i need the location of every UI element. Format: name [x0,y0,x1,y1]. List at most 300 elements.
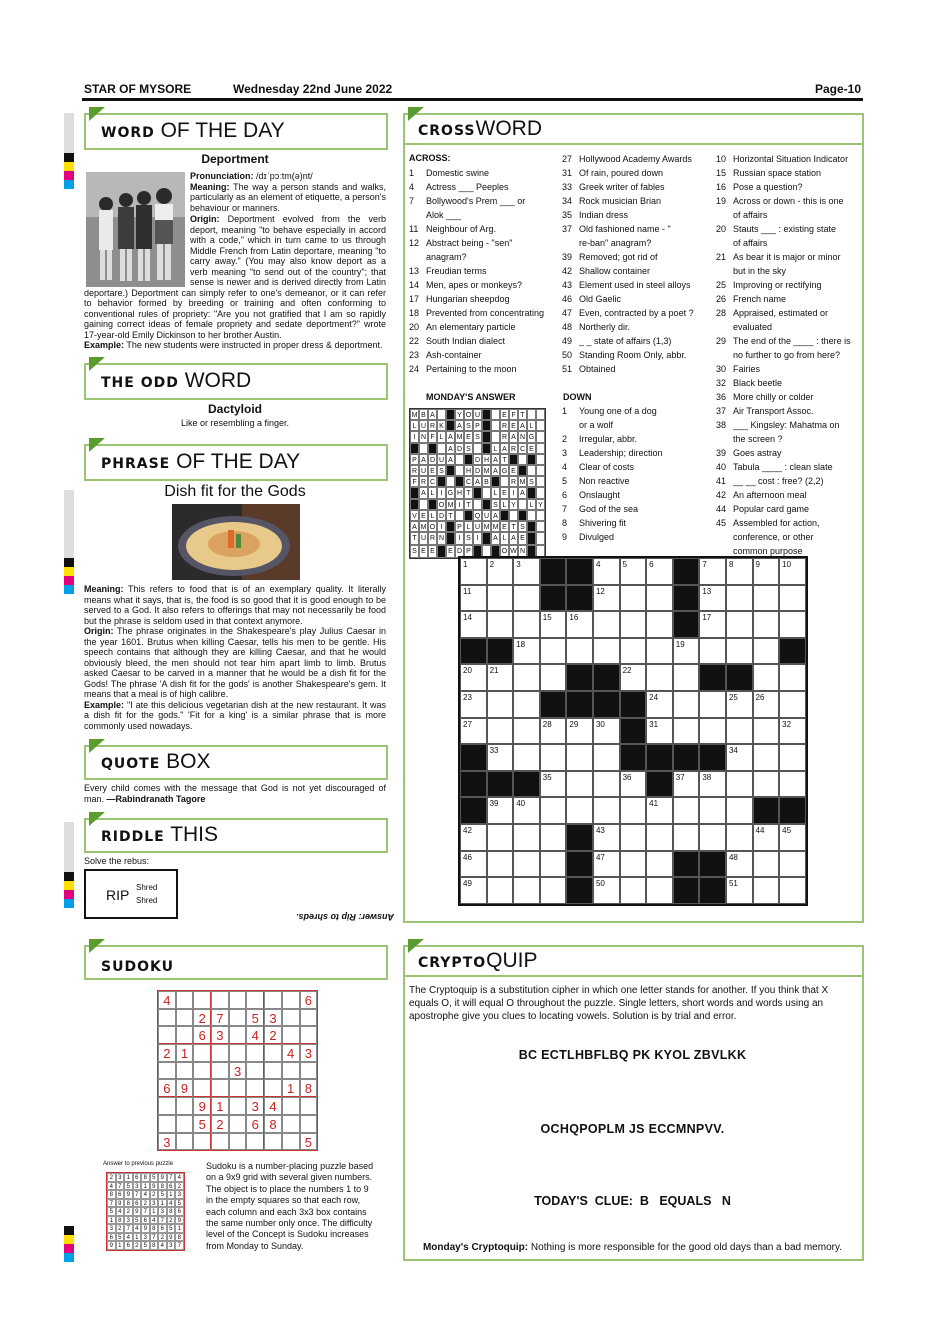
sudoku-cell[interactable] [246,1044,264,1062]
crossword-cell[interactable] [593,744,620,771]
crossword-cell[interactable] [513,611,540,638]
crossword-cell[interactable] [726,585,753,612]
crossword-cell[interactable]: 47 [593,851,620,878]
crossword-cell[interactable] [540,851,567,878]
crossword-cell[interactable] [487,851,514,878]
crossword-cell[interactable]: 25 [726,691,753,718]
crossword-cell[interactable] [673,797,700,824]
sudoku-cell[interactable] [229,1115,247,1133]
answer-cell: U [473,409,482,420]
answer-cell: E [500,409,509,420]
crossword-cell[interactable]: 35 [540,771,567,798]
answer-cell: T [464,499,473,510]
crossword-cell[interactable] [779,611,806,638]
crossword-cell[interactable]: 30 [593,718,620,745]
crossword-cell[interactable]: 10 [779,558,806,585]
crossword-cell[interactable]: 8 [726,558,753,585]
clue-text: Russian space station [733,168,822,178]
sudoku-cell[interactable] [264,991,282,1009]
crossword-cell[interactable] [753,771,780,798]
answer-cell: N [437,532,446,545]
crossword-cell[interactable] [487,611,514,638]
previous-answer-label: Answer to previous puzzle [103,1161,174,1167]
sudoku-cell[interactable] [158,1062,176,1080]
sudoku-cell[interactable]: 5 [246,1009,264,1027]
clue-text: Prevented from concentrating [426,308,545,318]
sudoku-cell[interactable] [158,1009,176,1027]
answer-cell: T [518,409,527,420]
crossword-cell[interactable]: 7 [699,558,726,585]
sudoku-cell[interactable] [158,1097,176,1115]
sudoku-cell[interactable] [264,1079,282,1097]
crossword-cell[interactable]: 17 [699,611,726,638]
sudoku-cell[interactable] [211,1079,229,1097]
crossword-cell[interactable] [753,718,780,745]
crossword-cell[interactable]: 14 [460,611,487,638]
riddle-header [84,818,388,853]
crossword-cell[interactable]: 13 [699,585,726,612]
answer-cell [491,409,500,420]
clue [409,306,544,320]
sudoku-cell[interactable]: 6 [158,1079,176,1097]
sudoku-cell[interactable]: 8 [300,1079,318,1097]
crossword-cell[interactable] [699,718,726,745]
crossword-cell[interactable] [620,638,647,665]
crossword-cell[interactable] [540,664,567,691]
crossword-cell[interactable] [540,797,567,824]
clue-text: Standing Room Only, abbr. [579,350,687,360]
answer-cell: A [491,510,500,521]
sudoku-cell[interactable]: 4 [282,1044,300,1062]
crossword-cell[interactable]: 12 [593,585,620,612]
crossword-cell[interactable] [726,718,753,745]
crossword-cell[interactable] [753,744,780,771]
crossword-block [540,558,567,585]
crossword-cell[interactable] [646,824,673,851]
sudoku-cell[interactable] [264,1062,282,1080]
crossword-cell[interactable]: 4 [593,558,620,585]
sudoku-cell[interactable]: 3 [264,1009,282,1027]
sudoku-cell[interactable]: 3 [246,1097,264,1115]
sudoku-cell[interactable] [229,1009,247,1027]
sudoku-cell[interactable] [229,1044,247,1062]
sudoku-cell[interactable]: 6 [300,991,318,1009]
sudoku-cell[interactable] [246,1062,264,1080]
phrase-text-block [84,584,386,731]
crossword-cell[interactable] [673,664,700,691]
crossword-cell[interactable] [646,877,673,904]
sudoku-cell[interactable]: 9 [176,1079,194,1097]
sudoku-cell[interactable] [176,1097,194,1115]
crossword-cell[interactable] [779,691,806,718]
clue-text: Onslaught [579,490,621,500]
crossword-cell[interactable] [540,824,567,851]
crossword-cell[interactable]: 48 [726,851,753,878]
crossword-cell[interactable]: 49 [460,877,487,904]
crossword-cell[interactable] [593,638,620,665]
sudoku-cell[interactable] [176,991,194,1009]
crossword-cell[interactable] [513,824,540,851]
crossword-cell[interactable] [540,744,567,771]
crossword-cell[interactable] [487,585,514,612]
crossword-cell[interactable]: 36 [620,771,647,798]
sudoku-cell[interactable] [229,1097,247,1115]
answer-cell: 9 [158,1173,167,1182]
sudoku-cell[interactable] [211,1133,229,1151]
example-text: "I ate this delicious vegetarian dish at the new restaurant. It was a dish fit for the gods." 'Fit for a king' is a similar phrase that is more commonly used nowadays. [84,699,386,731]
header-rule [82,98,863,101]
crossword-cell[interactable]: 29 [566,718,593,745]
crossword-cell[interactable]: 51 [726,877,753,904]
clue-text: God of the sea [579,504,639,514]
crossword-cell[interactable] [566,638,593,665]
answer-cell: L [464,521,473,532]
crossword-cell[interactable] [726,638,753,665]
crossword-cell[interactable] [779,664,806,691]
clue-number: 28 [716,308,727,318]
crossword-cell[interactable] [646,638,673,665]
crossword-cell[interactable] [646,851,673,878]
crossword-cell[interactable]: 16 [566,611,593,638]
answer-cell: 2 [167,1216,176,1225]
crossword-cell[interactable] [753,638,780,665]
clue [409,348,544,362]
clue [562,250,694,264]
sudoku-cell[interactable] [229,991,247,1009]
sudoku-cell[interactable] [193,1062,211,1080]
clue [716,474,851,488]
crossword-cell[interactable] [779,851,806,878]
crossword-cell[interactable] [726,611,753,638]
crossword-cell[interactable]: 18 [513,638,540,665]
answer-cell: R [509,443,518,454]
sudoku-cell[interactable] [176,1062,194,1080]
sudoku-cell[interactable] [211,991,229,1009]
crossword-cell[interactable] [513,691,540,718]
paper-name: STAR OF MYSORE [84,82,192,96]
clue [409,334,544,348]
clue-number: 14 [409,280,420,290]
crossword-cell[interactable] [673,691,700,718]
crossword-cell[interactable] [513,664,540,691]
crossword-cell[interactable] [513,851,540,878]
crossword-cell[interactable]: 11 [460,585,487,612]
answer-cell: 6 [116,1190,125,1199]
clue [716,278,851,292]
crossword-cell[interactable] [566,771,593,798]
color-marks [64,558,74,594]
crossword-cell[interactable]: 3 [513,558,540,585]
crossword-cell[interactable] [779,585,806,612]
crossword-block [593,664,620,691]
clue-text: Old Gaelic [579,294,622,304]
crossword-cell[interactable]: 39 [487,797,514,824]
clue [716,292,851,306]
answer-cell: A [473,476,482,487]
crossword-cell[interactable]: 19 [673,638,700,665]
crossword-cell[interactable] [699,691,726,718]
crossword-cell[interactable] [779,877,806,904]
crossword-cell[interactable]: 26 [753,691,780,718]
crossword-cell[interactable] [487,877,514,904]
sudoku-cell[interactable]: 5 [193,1115,211,1133]
cryptoquip-intro: The Cryptoquip is a substitution cipher in which one letter stands for another. If you think that X equals O, it will equal O throughout the puzzle. Single letters, short words and words using an apostrophe give you clues to locating vowels. Solution is by trial and error. [409,985,829,1022]
crossword-cell[interactable] [753,611,780,638]
crossword-cell[interactable] [487,718,514,745]
crossword-cell[interactable] [593,797,620,824]
sudoku-cell[interactable] [300,1009,318,1027]
sudoku-cell[interactable] [282,1133,300,1151]
clue-text: Indian dress [579,210,629,220]
answer-cell [455,454,464,465]
sudoku-cell[interactable]: 3 [158,1133,176,1151]
sudoku-cell[interactable]: 6 [193,1026,211,1044]
crossword-cell[interactable] [620,877,647,904]
clue-text: Neighbour of Arg. [426,224,497,234]
sudoku-cell[interactable]: 4 [264,1097,282,1115]
crossword-cell[interactable] [487,691,514,718]
crossword-cell[interactable]: 41 [646,797,673,824]
crossword-block [673,877,700,904]
crossword-cell[interactable] [540,877,567,904]
crossword-cell[interactable] [673,718,700,745]
sudoku-cell[interactable] [282,1097,300,1115]
answer-cell: 8 [150,1224,159,1233]
sudoku-cell[interactable] [300,1062,318,1080]
crossword-cell[interactable] [646,664,673,691]
answer-cell: C [518,443,527,454]
answer-cell: A [491,465,500,476]
answer-cell: 3 [124,1216,133,1225]
sudoku-cell[interactable] [246,1079,264,1097]
answer-cell: E [464,431,473,442]
sudoku-cell[interactable]: 7 [211,1009,229,1027]
sudoku-cell[interactable] [264,1133,282,1151]
sudoku-cell[interactable]: 2 [211,1115,229,1133]
sudoku-cell[interactable]: 9 [193,1097,211,1115]
answer-cell: 1 [167,1190,176,1199]
sudoku-cell[interactable]: 1 [282,1079,300,1097]
crossword-cell[interactable] [699,638,726,665]
crossword-cell[interactable] [620,797,647,824]
sudoku-cell[interactable]: 3 [211,1026,229,1044]
sudoku-cell[interactable] [300,1097,318,1115]
crossword-cell[interactable]: 33 [487,744,514,771]
crossword-cell[interactable] [513,877,540,904]
sudoku-cell[interactable] [282,1026,300,1044]
sudoku-cell[interactable] [282,1115,300,1133]
crossword-cell[interactable]: 31 [646,718,673,745]
sudoku-cell[interactable]: 2 [264,1026,282,1044]
crossword-cell[interactable] [513,718,540,745]
crossword-cell[interactable]: 15 [540,611,567,638]
crossword-cell[interactable]: 24 [646,691,673,718]
crossword-cell[interactable]: 23 [460,691,487,718]
crossword-cell[interactable]: 6 [646,558,673,585]
crossword-cell[interactable] [779,771,806,798]
crossword-cell[interactable] [753,877,780,904]
answer-cell [473,499,482,510]
clue-text: Freudian terms [426,266,487,276]
clue-number: 49 [562,336,573,346]
origin-label: Origin: [84,626,114,636]
crossword-cell[interactable]: 5 [620,558,647,585]
crossword-cell[interactable]: 21 [487,664,514,691]
answer-cell: E [419,545,428,558]
sudoku-cell[interactable]: 1 [211,1097,229,1115]
crossword-cell[interactable] [646,585,673,612]
crossword-cell[interactable] [726,771,753,798]
crossword-cell[interactable]: 43 [593,824,620,851]
sudoku-cell[interactable] [176,1133,194,1151]
crossword-cell[interactable]: 1 [460,558,487,585]
sudoku-cell[interactable] [193,1133,211,1151]
crossword-cell[interactable]: 38 [699,771,726,798]
clue [562,460,663,474]
crossword-cell[interactable]: 2 [487,558,514,585]
crossword-cell[interactable] [646,611,673,638]
answer-cell: D [437,510,446,521]
clue-number: 41 [716,476,727,486]
sudoku-cell[interactable] [282,1062,300,1080]
crossword-cell[interactable] [593,771,620,798]
sudoku-cell[interactable]: 5 [300,1133,318,1151]
crossword-cell[interactable] [540,638,567,665]
sudoku-cell[interactable] [300,1115,318,1133]
crossword-cell[interactable] [487,824,514,851]
crossword-cell[interactable]: 46 [460,851,487,878]
crossword-cell[interactable] [620,585,647,612]
crossword-cell[interactable] [673,824,700,851]
sudoku-cell[interactable] [176,1115,194,1133]
crossword-cell[interactable]: 28 [540,718,567,745]
sudoku-cell[interactable] [193,991,211,1009]
answer-cell [491,431,500,442]
answer-cell [527,521,536,532]
crossword-cell[interactable]: 44 [753,824,780,851]
clue-number: 18 [409,308,420,318]
sudoku-cell[interactable] [246,1133,264,1151]
crossword-cell[interactable] [513,585,540,612]
crossword-block [699,744,726,771]
crossword-block [566,664,593,691]
sudoku-grid[interactable] [157,990,318,1151]
sudoku-cell[interactable]: 2 [193,1009,211,1027]
answer-cell [437,545,446,558]
answer-cell [464,510,473,521]
crossword-grid[interactable] [458,556,808,906]
crossword-cell[interactable] [566,744,593,771]
sudoku-cell[interactable] [229,1079,247,1097]
origin-text: The phrase originates in the Shakespeare's play Julius Caesar in the year 1601. Brutus when killing Caesar, tells his men to be gentle. His speech contains that although they are killing Caesar, and that he would obviously bleed, the men should not tear him apart limb to limb. Brutus asked Caesar to be carved in a manner that he would be a dish fit for the Gods! The phrase 'A dish fit for the gods' is another Shakespeare's gem. It means that a meal is of high calibre. [84,626,386,699]
sudoku-cell[interactable]: 8 [264,1115,282,1133]
sudoku-cell[interactable] [229,1133,247,1151]
crossword-cell[interactable] [620,851,647,878]
clue [409,320,544,334]
crossword-cell[interactable] [753,585,780,612]
crossword-cell[interactable]: 27 [460,718,487,745]
clue-text: Abstract being - "sen" [426,238,513,248]
sudoku-cell[interactable] [229,1026,247,1044]
sudoku-cell[interactable] [176,1009,194,1027]
crossword-cell[interactable]: 22 [620,664,647,691]
crossword-cell[interactable] [513,744,540,771]
answer-cell [527,487,536,498]
sudoku-cell[interactable] [176,1026,194,1044]
sudoku-cell[interactable]: 6 [246,1115,264,1133]
clue [409,208,544,222]
crossword-cell[interactable]: 32 [779,718,806,745]
sudoku-cell[interactable] [246,991,264,1009]
crossword-block [566,558,593,585]
answer-cell: 1 [116,1241,125,1250]
sudoku-cell[interactable]: 4 [158,991,176,1009]
answer-cell [482,431,491,442]
sudoku-cell[interactable]: 3 [300,1044,318,1062]
crossword-cell[interactable]: 45 [779,824,806,851]
sudoku-cell[interactable] [193,1079,211,1097]
crossword-cell[interactable]: 20 [460,664,487,691]
crossword-cell[interactable]: 40 [513,797,540,824]
sudoku-cell[interactable] [264,1044,282,1062]
clue-text: Appraised, estimated or [733,308,829,318]
clue-number: 9 [562,532,568,542]
sudoku-cell[interactable]: 1 [176,1044,194,1062]
crossword-cell[interactable] [726,824,753,851]
answer-cell: 7 [141,1207,150,1216]
sudoku-cell[interactable]: 3 [229,1062,247,1080]
crossword-cell[interactable] [779,744,806,771]
sudoku-cell[interactable] [193,1044,211,1062]
crossword-cell[interactable] [726,797,753,824]
sudoku-cell[interactable] [282,1009,300,1027]
crossword-cell[interactable] [699,797,726,824]
crossword-cell[interactable]: 9 [753,558,780,585]
answer-cell [500,476,509,487]
crossword-cell[interactable]: 34 [726,744,753,771]
crossword-cell[interactable] [753,664,780,691]
answer-cell [518,499,527,510]
crossword-cell[interactable] [593,611,620,638]
crossword-cell[interactable] [753,851,780,878]
crossword-cell[interactable] [699,824,726,851]
clue [562,292,694,306]
answer-cell: 2 [107,1173,116,1182]
sudoku-cell[interactable] [211,1044,229,1062]
crossword-cell[interactable] [620,824,647,851]
answer-cell: A [518,487,527,498]
sudoku-cell[interactable]: 4 [246,1026,264,1044]
answer-cell: S [410,545,419,558]
section-title-large: WORD [475,117,542,140]
sudoku-cell[interactable] [158,1115,176,1133]
sudoku-cell[interactable] [158,1026,176,1044]
clue-text: South Indian dialect [426,336,506,346]
clue [716,236,851,250]
answer-cell: A [500,443,509,454]
crossword-cell[interactable] [566,797,593,824]
sudoku-cell[interactable]: 2 [158,1044,176,1062]
sudoku-cell[interactable] [300,1026,318,1044]
crossword-cell[interactable]: 42 [460,824,487,851]
crossword-cell[interactable] [620,611,647,638]
sudoku-cell[interactable] [211,1062,229,1080]
sudoku-cell[interactable] [282,991,300,1009]
crossword-cell[interactable]: 50 [593,877,620,904]
answer-cell: W [509,545,518,558]
answer-cell: 1 [175,1224,184,1233]
crossword-cell[interactable]: 37 [673,771,700,798]
